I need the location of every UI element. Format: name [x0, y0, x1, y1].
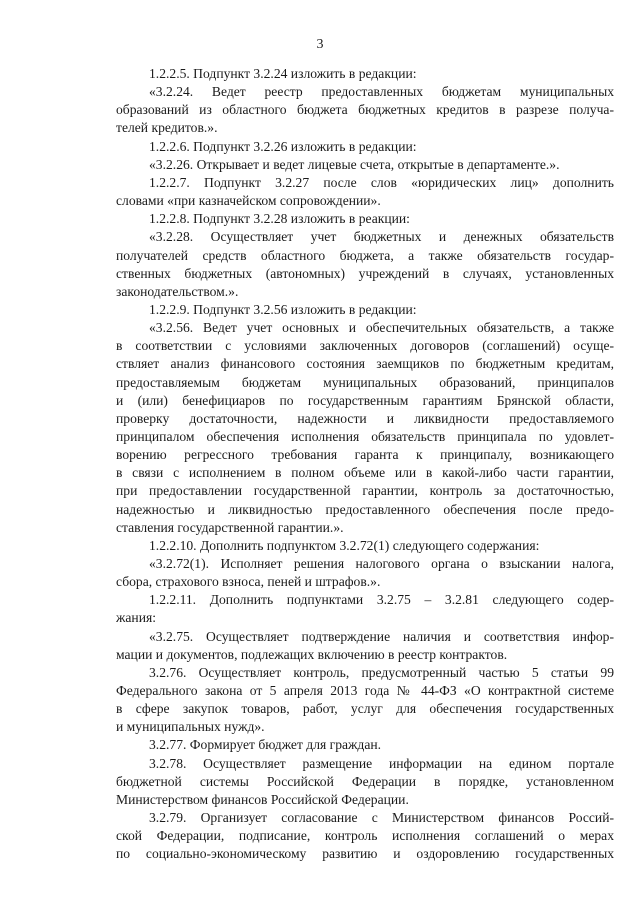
text-line: в связи с исполнением в полном объеме или в какой-либо части гарантии,: [116, 465, 614, 481]
text-line: «3.2.26. Открывает и ведет лицевые счета, открытые в департаменте.».: [149, 156, 560, 172]
text-line: надежностью и ликвидностью предоставленного обеспечения после предо-: [116, 501, 614, 517]
text-line: словами «при казначейском сопровождении».: [116, 193, 381, 209]
text-line: «3.2.72(1). Исполняет решения налогового органа о взыскании налога,: [149, 555, 614, 571]
text-line: проверку достаточности, надежности и ликвидности предоставляемого: [116, 410, 614, 426]
text-line: жания:: [116, 610, 157, 626]
text-line: 3.2.78. Осуществляет размещение информации на едином портале: [149, 755, 614, 771]
text-line: телей кредитов.».: [116, 120, 218, 136]
text-line: ственных бюджетных (автономных) учреждений в случаях, установленных: [116, 265, 614, 281]
text-line: Министерством финансов Российской Федерации.: [116, 791, 409, 807]
text-line: 3.2.79. Организует согласование с Министерством финансов Россий-: [149, 810, 614, 826]
text-line: 1.2.2.8. Подпункт 3.2.28 изложить в реакции:: [149, 211, 410, 227]
text-line: «3.2.24. Ведет реестр предоставленных бюджетам муниципальных: [149, 84, 614, 100]
text-line: 1.2.2.11. Дополнить подпунктами 3.2.75 – 3.2.81 следующего содер-: [149, 592, 614, 608]
text-line: 1.2.2.9. Подпункт 3.2.56 изложить в редакции:: [149, 301, 417, 317]
text-line: образований из областного бюджета бюджетных кредитов в разрезе получа-: [116, 102, 614, 118]
text-line: 1.2.2.6. Подпункт 3.2.26 изложить в редакции:: [149, 138, 417, 154]
text-line: «3.2.28. Осуществляет учет бюджетных и денежных обязательств: [149, 229, 614, 245]
document-body: [116, 65, 614, 863]
text-line: в соответствии с условиями заключенных договоров (соглашений) осуще-: [116, 338, 614, 354]
text-line: и (или) бенефициаров по государственным гарантиям Брянской области,: [116, 392, 614, 408]
text-line: в сфере закупок товаров, работ, услуг для обеспечения государственных: [116, 701, 614, 717]
text-line: ствляет анализ финансового состояния заемщиков по бюджетным кредитам,: [116, 356, 614, 372]
text-line: предоставляемым бюджетам муниципальных образований, принципалов: [116, 374, 614, 390]
text-line: «3.2.56. Ведет учет основных и обеспечительных обязательств, а также: [149, 320, 614, 336]
text-line: принципалом обеспечения исполнения обязательств принципала по удовлет-: [116, 428, 614, 444]
text-line: по социально-экономическому развитию и оздоровлению государственных: [116, 846, 614, 862]
page-number: 3: [316, 37, 324, 52]
text-line: ской Федерации, подписание, контроль исполнения соглашений о мерах: [116, 828, 614, 844]
text-line: 3.2.77. Формирует бюджет для граждан.: [149, 737, 382, 753]
text-line: 3.2.76. Осуществляет контроль, предусмотренный частью 5 статьи 99: [149, 664, 614, 680]
text-line: 1.2.2.10. Дополнить подпунктом 3.2.72(1) следующего содержания:: [149, 537, 540, 553]
text-line: при предоставлении государственной гарантии, контроль за достаточностью,: [116, 483, 614, 499]
text-line: получателей средств областного бюджета, а также обязательств государ-: [116, 247, 614, 263]
text-line: 1.2.2.5. Подпункт 3.2.24 изложить в редакции:: [149, 66, 417, 81]
text-line: «3.2.75. Осуществляет подтверждение наличия и соответствия инфор-: [149, 628, 614, 644]
text-line: бюджетной системы Российской Федерации в порядке, установленном: [116, 773, 614, 789]
text-line: Федерального закона от 5 апреля 2013 года № 44-ФЗ «О контрактной системе: [116, 682, 614, 698]
text-line: законодательством.».: [116, 283, 239, 299]
text-line: 1.2.2.7. Подпункт 3.2.27 после слов «юридических лиц» дополнить: [149, 174, 614, 190]
text-line: сбора, страхового взноса, пеней и штрафов.».: [116, 574, 381, 590]
text-line: и муниципальных нужд».: [116, 719, 265, 735]
text-line: ставления государственной гарантии.».: [116, 519, 344, 535]
text-line: ворению регрессного требования гаранта к принципалу, возникающего: [116, 447, 614, 463]
text-line: мации и документов, подлежащих включению в реестр контрактов.: [116, 646, 508, 662]
